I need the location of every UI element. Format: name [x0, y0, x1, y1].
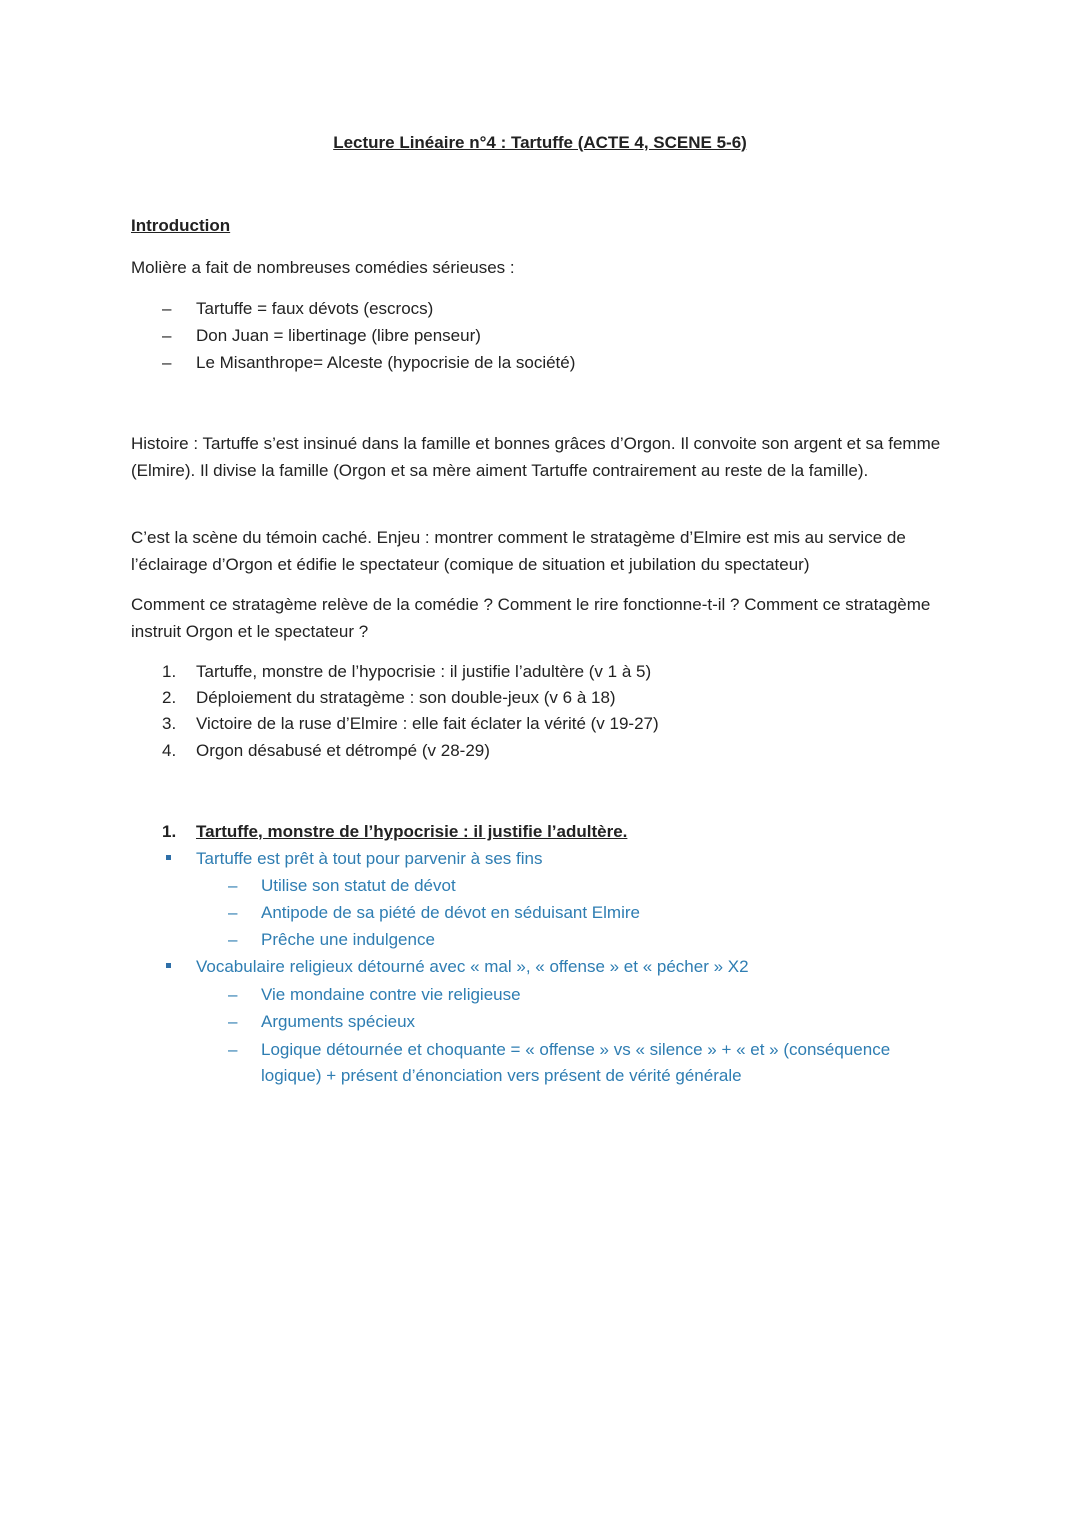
- dash-marker: –: [228, 1012, 238, 1031]
- part1-heading: Tartuffe, monstre de l’hypocrisie : il justifie l’adultère.: [196, 822, 628, 841]
- dash-marker: –: [162, 353, 172, 372]
- list-item: Tartuffe = faux dévots (escrocs): [196, 299, 434, 318]
- plan-item: Déploiement du stratagème : son double-jeux (v 6 à 18): [196, 688, 616, 707]
- dash-marker: –: [162, 299, 172, 318]
- plan-number: 2.: [162, 688, 177, 707]
- square-bullet-icon: [166, 963, 171, 968]
- square-bullet-icon: [166, 855, 171, 860]
- dash-marker: –: [228, 876, 238, 895]
- enjeu-paragraph: C’est la scène du témoin caché. Enjeu : montrer comment le stratagème d’Elmire est mis au service de l’éclairage d’Orgon et édifie le spectateur (comique de situation et jubilation du spectateur): [131, 528, 906, 574]
- sub-item: Antipode de sa piété de dévot en séduisant Elmire: [261, 903, 640, 922]
- dash-marker: –: [228, 903, 238, 922]
- dash-marker: –: [162, 326, 172, 345]
- sub-item-continuation: logique) + présent d’énonciation vers présent de vérité générale: [261, 1066, 742, 1085]
- sub-item: Arguments spécieux: [261, 1012, 416, 1031]
- part1-number: 1.: [162, 822, 177, 841]
- bullet-item: Vocabulaire religieux détourné avec « mal », « offense » et « pécher » X2: [196, 957, 749, 976]
- dash-marker: –: [228, 1040, 238, 1059]
- histoire-paragraph: Histoire : Tartuffe s’est insinué dans la famille et bonnes grâces d’Orgon. Il convoite son argent et sa femme (Elmire). Il divise la famille (Orgon et sa mère aiment Tartuffe contrairement au reste de la famille).: [131, 434, 941, 480]
- plan-item: Orgon désabusé et détrompé (v 28-29): [196, 741, 490, 760]
- plan-number: 3.: [162, 714, 177, 733]
- plan-number: 4.: [162, 741, 177, 760]
- bullet-item: Tartuffe est prêt à tout pour parvenir à ses fins: [196, 849, 543, 868]
- plan-number: 1.: [162, 662, 177, 681]
- sub-item: Prêche une indulgence: [261, 930, 435, 949]
- list-item: Le Misanthrope= Alceste (hypocrisie de la société): [196, 353, 576, 372]
- sub-item: Utilise son statut de dévot: [261, 876, 456, 895]
- sub-item: Vie mondaine contre vie religieuse: [261, 985, 521, 1004]
- questions-paragraph: Comment ce stratagème relève de la comédie ? Comment le rire fonctionne-t-il ? Comment ce stratagème instruit Orgon et le spectateur ?: [131, 595, 931, 641]
- sub-item: Logique détournée et choquante = « offense » vs « silence » + « et » (conséquence: [261, 1040, 891, 1059]
- intro-text: Molière a fait de nombreuses comédies sérieuses :: [131, 258, 515, 277]
- dash-marker: –: [228, 930, 238, 949]
- list-item: Don Juan = libertinage (libre penseur): [196, 326, 481, 345]
- dash-marker: –: [228, 985, 238, 1004]
- plan-item: Victoire de la ruse d’Elmire : elle fait éclater la vérité (v 19-27): [196, 714, 659, 733]
- document-title: Lecture Linéaire n°4 : Tartuffe (ACTE 4, SCENE 5-6): [333, 133, 747, 152]
- introduction-heading: Introduction: [131, 216, 231, 235]
- plan-item: Tartuffe, monstre de l’hypocrisie : il justifie l’adultère (v 1 à 5): [196, 662, 652, 681]
